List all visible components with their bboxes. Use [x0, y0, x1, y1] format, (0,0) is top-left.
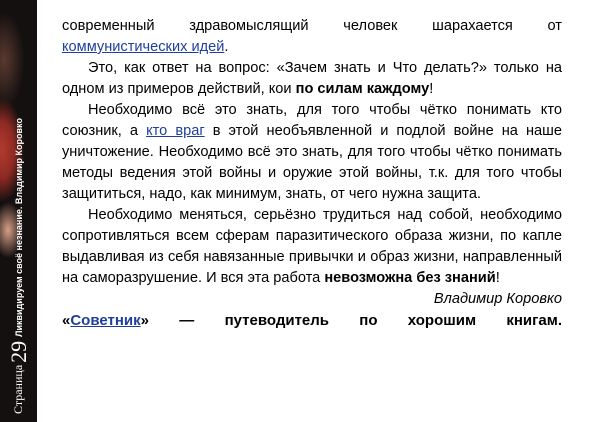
paragraph-3 — [62, 100, 562, 205]
paragraph-4 — [62, 205, 562, 289]
paragraph-3-tail: в этой необъявленной и подлой войне на наше уничтожение. Необходимо всё это знать, для того чтобы чётко понимать методы ведения этой войны и оружие этой войны, т.к. для того чтобы защититься, надо, как минимум, знать, от чего нужна защита. — [62, 123, 562, 202]
communist-ideas-link[interactable]: коммунистических идей — [62, 39, 225, 55]
who-is-enemy-link[interactable]: кто враг — [146, 123, 205, 139]
sovetnik-link[interactable]: Советник — [70, 312, 141, 329]
paragraph-2-bold: по силам каждому — [295, 81, 430, 97]
page-number: 29 — [5, 340, 31, 363]
author-signature: Владимир Коровко — [433, 291, 562, 307]
sidebar-text — [0, 0, 37, 422]
advert-text: — путеводитель по хорошим книгам. — [149, 312, 562, 329]
article-content — [62, 16, 562, 331]
paragraph-4-text: Необходимо меняться, серьёзно трудиться над собой, необходимо сопротивляться всем сферам паразитического образа жизни, по капле выдавливая из себя навязанные привычки и образ жизни, направленный на саморазрушение. И вся эта работа — [62, 207, 562, 286]
paragraph-1-tail: . — [224, 39, 229, 55]
advert-open-quote: « — [62, 312, 71, 329]
paragraph-3-text: Необходимо всё это знать, для того чтобы чётко понимать кто союзник, а — [62, 102, 562, 139]
paragraph-1-text: современный здравомыслящий человек шарахается от — [62, 18, 562, 34]
paragraph-4-bold: невозможна без знаний — [324, 270, 496, 286]
paragraph-2-text: Это, как ответ на вопрос: «Зачем знать и Что делать?» только на одном из примеров действий, кои — [62, 60, 562, 97]
advert-line — [62, 310, 562, 331]
page-label: Страница — [11, 364, 25, 414]
document-title: Ликвидируем своё незнание. Владимир Коровко — [13, 118, 24, 337]
paragraph-4-tail: ! — [495, 270, 500, 286]
sidebar — [0, 0, 37, 422]
paragraph-2-tail: ! — [429, 81, 434, 97]
paragraph-1 — [62, 16, 562, 58]
paragraph-2 — [62, 58, 562, 100]
advert-close-quote: » — [140, 312, 149, 329]
